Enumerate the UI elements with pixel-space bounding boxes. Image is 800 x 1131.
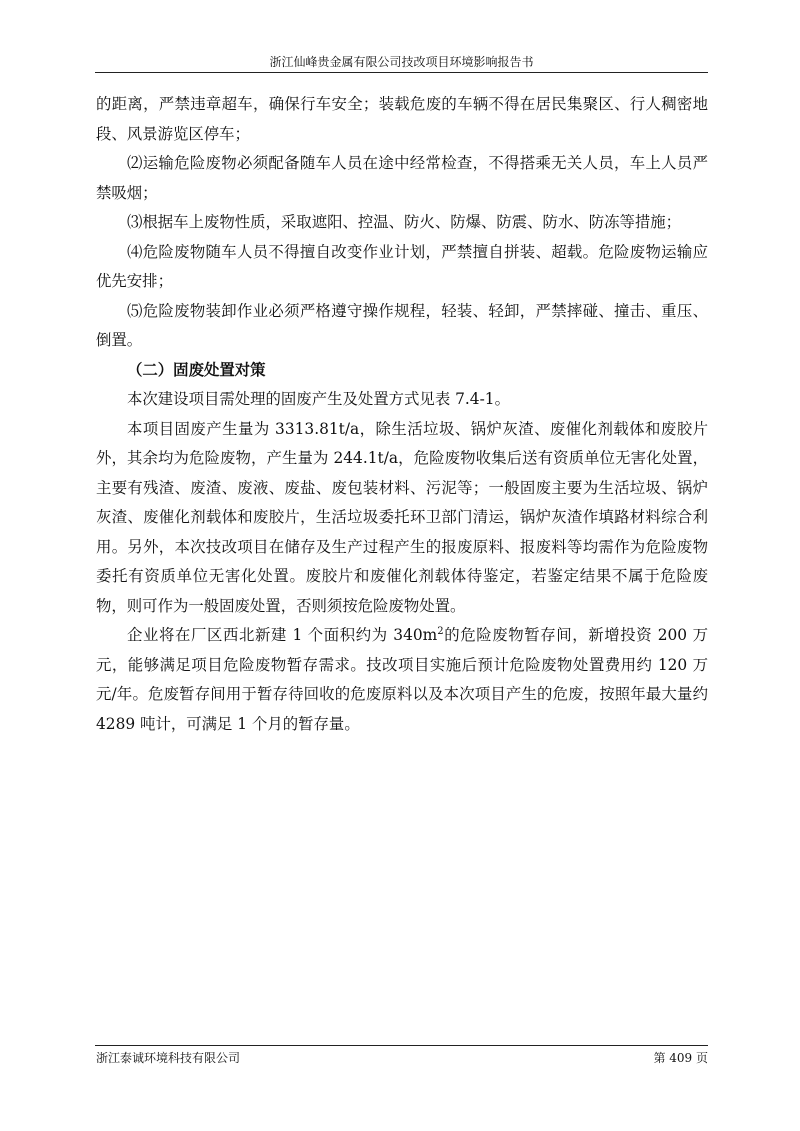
storage-text-part1: 企业将在厂区西北新建 1 个面积约为 340m xyxy=(127,626,438,644)
paragraph-table-ref: 本次建设项目需处理的固废产生及处置方式见表 7.4-1。 xyxy=(127,390,510,408)
footer-page-number: 第 409 页 xyxy=(653,1051,708,1065)
footer-divider xyxy=(95,1045,708,1046)
paragraph-item-4: ⑷危险废物随车人员不得擅自改变作业计划，严禁擅自拼装、超载。危险废物运输应优先安排； xyxy=(96,242,708,290)
section-heading: （二）固废处置对策 xyxy=(127,360,266,379)
paragraph-continued: 的距离，严禁违章超车，确保行车安全；装载危废的车辆不得在居民集聚区、行人稠密地段、风景游览区停车； xyxy=(96,95,708,143)
running-header: 浙江仙峰贵金属有限公司技改项目环境影响报告书 xyxy=(269,55,534,69)
area-unit-superscript: 2 xyxy=(437,625,444,637)
paragraph-item-3: ⑶根据车上废物性质，采取遮阳、控温、防火、防爆、防震、防水、防冻等措施； xyxy=(127,213,682,231)
storage-text-part2: 的危险废物暂存间，新增投资 200 万元，能够满足项目危险废物暂存需求。技改项目实施后预计危险废物处置费用约 120 万元/年。危废暂存间用于暂存待回收的危废原料以及本次项目产生的危废，按照年最大量约 4289 吨计，可满足 1 个月的暂存量。 xyxy=(96,626,708,733)
paragraph-item-2: ⑵运输危险废物必须配备随车人员在途中经常检查，不得搭乘无关人员，车上人员严禁吸烟； xyxy=(96,154,708,202)
paragraph-waste-summary: 本项目固废产生量为 3313.81t/a，除生活垃圾、锅炉灰渣、废催化剂载体和废胶片外，其余均为危险废物，产生量为 244.1t/a，危险废物收集后送有资质单位无害化处置，主要有残渣、废渣、废液、废盐、废包装材料、污泥等；一般固废主要为生活垃圾、锅炉灰渣、废催化剂载体和废胶片，生活垃圾委托环卫部门清运，锅炉灰渣作填路材料综合利用。另外，本次技改项目在储存及生产过程产生的报废原料、报废料等均需作为危险废物委托有资质单位无害化处置。废胶片和废催化剂载体待鉴定，若鉴定结果不属于危险废物，则可作为一般固废处置，否则须按危险废物处置。 xyxy=(96,419,708,615)
paragraph-item-5: ⑸危险废物装卸作业必须严格遵守操作规程，轻装、轻卸，严禁摔碰、撞击、重压、倒置。 xyxy=(96,301,708,349)
header-divider xyxy=(95,72,708,73)
page-body xyxy=(96,90,708,739)
paragraph-storage xyxy=(96,621,708,739)
footer-company: 浙江泰诚环境科技有限公司 xyxy=(96,1051,241,1065)
